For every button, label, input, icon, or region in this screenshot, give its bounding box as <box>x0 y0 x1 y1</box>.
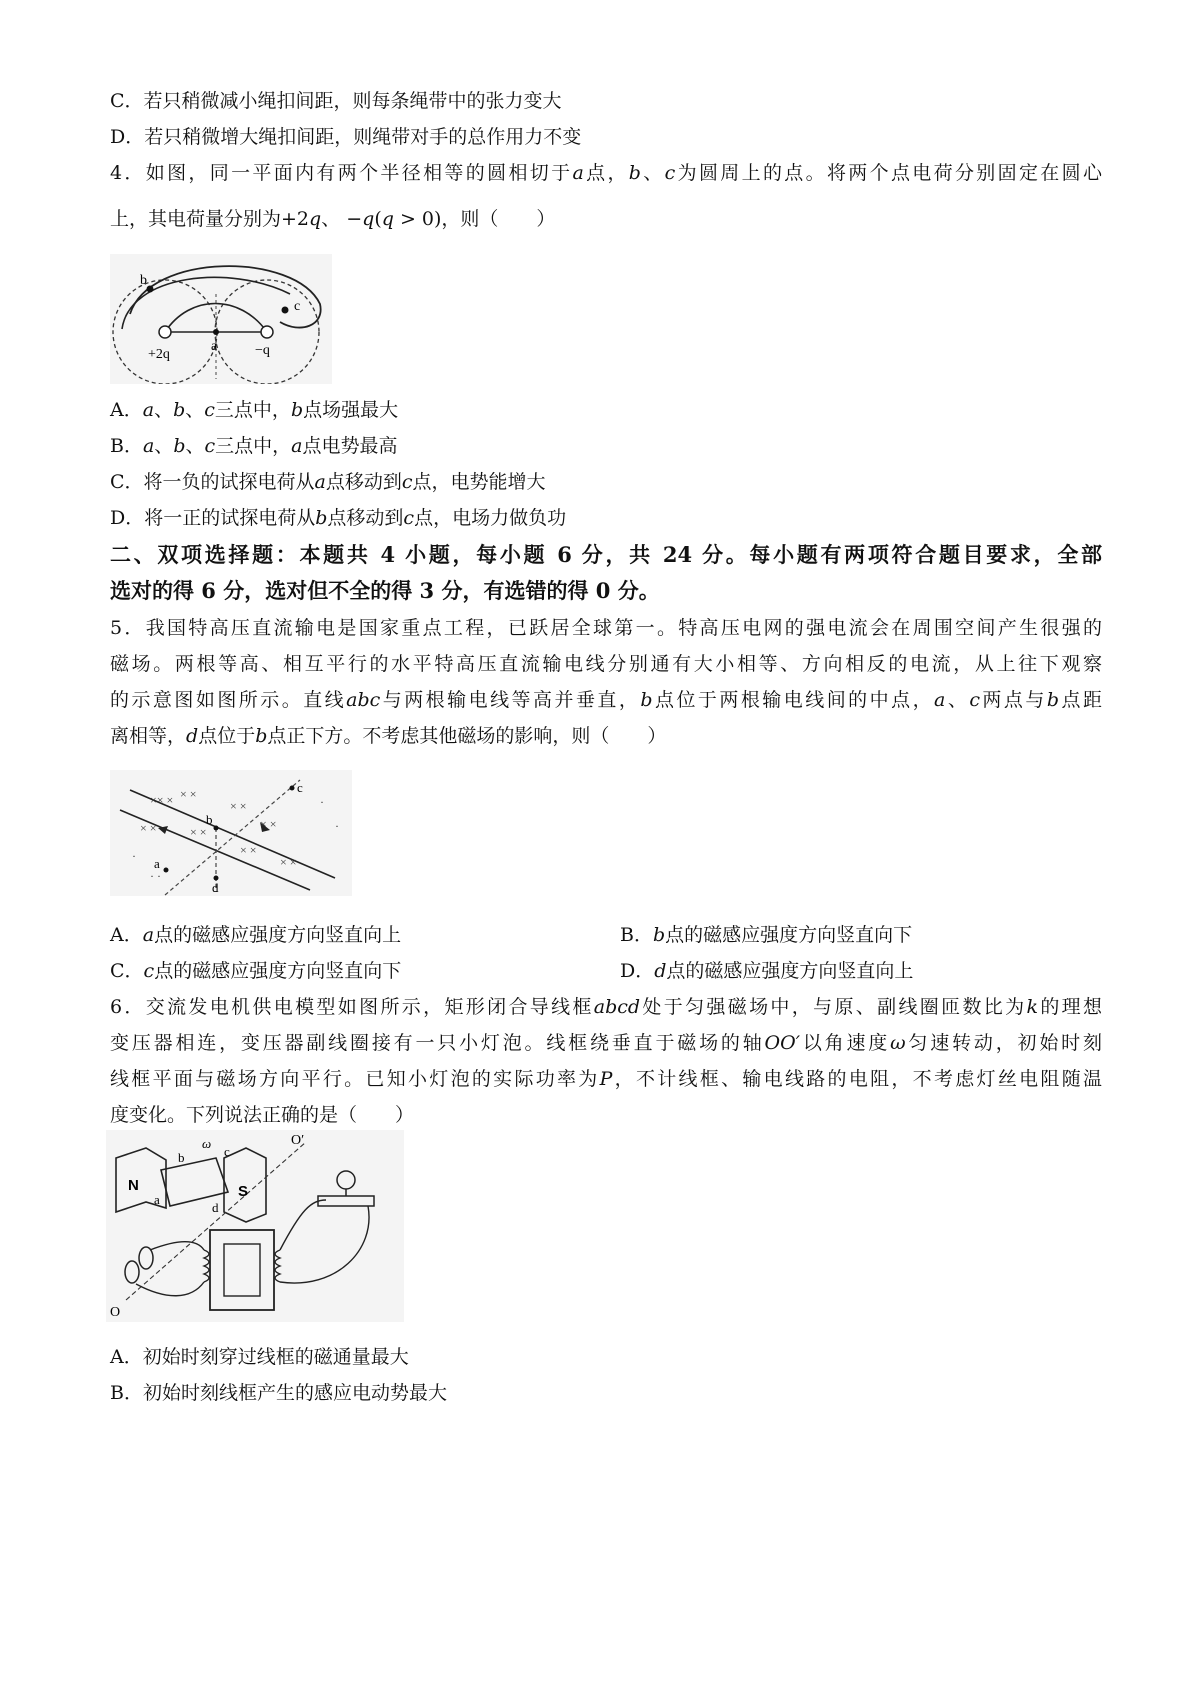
q4-fig-label-plus: +2q <box>148 347 170 362</box>
q4-option-b: B．a、b、c三点中，a点电势最高 <box>110 435 398 457</box>
q5-fig-label-c: c <box>297 780 303 795</box>
q4-fig-label-b: b <box>140 273 147 288</box>
q5-option-a: A．a点的磁感应强度方向竖直向上 <box>110 924 402 946</box>
q4-fig-label-minus: −q <box>255 343 270 358</box>
q6-stem-line2: 变压器相连，变压器副线圈接有一只小灯泡。线框绕垂直于磁场的轴OO′以角速度ω匀速转动，初始时刻 <box>110 1032 1102 1054</box>
q6-fig-label-d: d <box>212 1200 219 1215</box>
q4-fig-label-a: a <box>211 339 218 354</box>
svg-text:×× ×: ×× × <box>150 793 174 807</box>
svg-text:× ×: × × <box>280 855 297 869</box>
q6-fig-label-b: b <box>178 1150 185 1165</box>
q5-option-d: D．d点的磁感应强度方向竖直向上 <box>620 960 914 982</box>
q5-fig-label-a: a <box>154 856 160 871</box>
q6-fig-label-omega: ω <box>202 1136 212 1151</box>
q6-option-b: B．初始时刻线框产生的感应电动势最大 <box>110 1382 447 1404</box>
q4-stem-line2: 上，其电荷量分别为+2q、 −q(q > 0)，则（ ） <box>110 208 556 230</box>
svg-text:·: · <box>335 819 339 833</box>
q5-option-c: C．c点的磁感应强度方向竖直向下 <box>110 960 402 982</box>
q6-fig-label-n: N <box>128 1177 139 1194</box>
q6-fig-label-c: c <box>224 1144 230 1159</box>
q6-option-a: A．初始时刻穿过线框的磁通量最大 <box>110 1346 409 1368</box>
q6-fig-label-s: S <box>238 1183 249 1200</box>
q5-stem-line4: 离相等，d点位于b点正下方。不考虑其他磁场的影响，则（ ） <box>110 725 667 747</box>
q6-stem-line1: 6．交流发电机供电模型如图所示，矩形闭合导线框abcd处于匀强磁场中，与原、副线圈匝数比为k的理想 <box>110 996 1102 1018</box>
svg-text:× ×: × × <box>230 799 247 813</box>
svg-text:× ×: × × <box>190 825 207 839</box>
q4-figure-charges <box>110 254 332 384</box>
q3-option-d: D．若只稍微增大绳扣间距，则绳带对手的总作用力不变 <box>110 126 582 148</box>
q6-fig-label-o-bottom: O <box>110 1305 121 1320</box>
q6-figure-generator <box>106 1130 404 1322</box>
q5-stem-line3: 的示意图如图所示。直线abc与两根输电线等高并垂直，b点位于两根输电线间的中点，a、c两点与b点距 <box>110 689 1102 711</box>
q5-fig-label-b: b <box>206 812 213 827</box>
svg-text:× ×: × × <box>180 787 197 801</box>
q4-option-c: C．将一负的试探电荷从a点移动到c点，电势能增大 <box>110 471 546 493</box>
q4-fig-label-c: c <box>294 299 301 314</box>
q6-fig-label-o-top: O′ <box>291 1133 305 1148</box>
svg-text:× ×: × × <box>240 843 257 857</box>
q4-stem-line1: 4．如图，同一平面内有两个半径相等的圆相切于a点，b、c为圆周上的点。将两个点电荷分别固定在圆心 <box>110 162 1102 184</box>
q6-stem-line3: 线框平面与磁场方向平行。已知小灯泡的实际功率为P，不计线框、输电线路的电阻，不考虑灯丝电阻随温 <box>110 1068 1102 1090</box>
q5-stem-line1: 5．我国特高压直流输电是国家重点工程，已跃居全球第一。特高压电网的强电流会在周围空间产生很强的 <box>110 617 1102 639</box>
q4-option-d: D．将一正的试探电荷从b点移动到c点，电场力做负功 <box>110 507 567 529</box>
q6-stem-line4: 度变化。下列说法正确的是（ ） <box>110 1104 415 1126</box>
q5-stem-line2: 磁场。两根等高、相互平行的水平特高压直流输电线分别通有大小相等、方向相反的电流，从上往下观察 <box>110 653 1102 675</box>
q5-figure-power-lines <box>110 770 352 896</box>
q3-option-c: C．若只稍微减小绳扣间距，则每条绳带中的张力变大 <box>110 90 562 112</box>
svg-text:· ·: · · <box>150 869 161 883</box>
section2-header-line2: 选对的得 6 分，选对但不全的得 3 分，有选错的得 0 分。 <box>110 578 660 603</box>
svg-text:× ×: × × <box>140 821 157 835</box>
svg-text:·: · <box>132 849 136 863</box>
q6-fig-label-a: a <box>154 1192 160 1207</box>
svg-text:× ×: × × <box>260 817 277 831</box>
q4-option-a: A．a、b、c三点中，b点场强最大 <box>110 399 399 421</box>
svg-text:·: · <box>320 795 324 809</box>
q5-option-b: B．b点的磁感应强度方向竖直向下 <box>620 924 913 946</box>
section2-header-line1: 二、双项选择题：本题共 4 小题，每小题 6 分，共 24 分。每小题有两项符合题目要求，全部 <box>110 542 1102 567</box>
q5-fig-label-d: d <box>212 880 219 895</box>
